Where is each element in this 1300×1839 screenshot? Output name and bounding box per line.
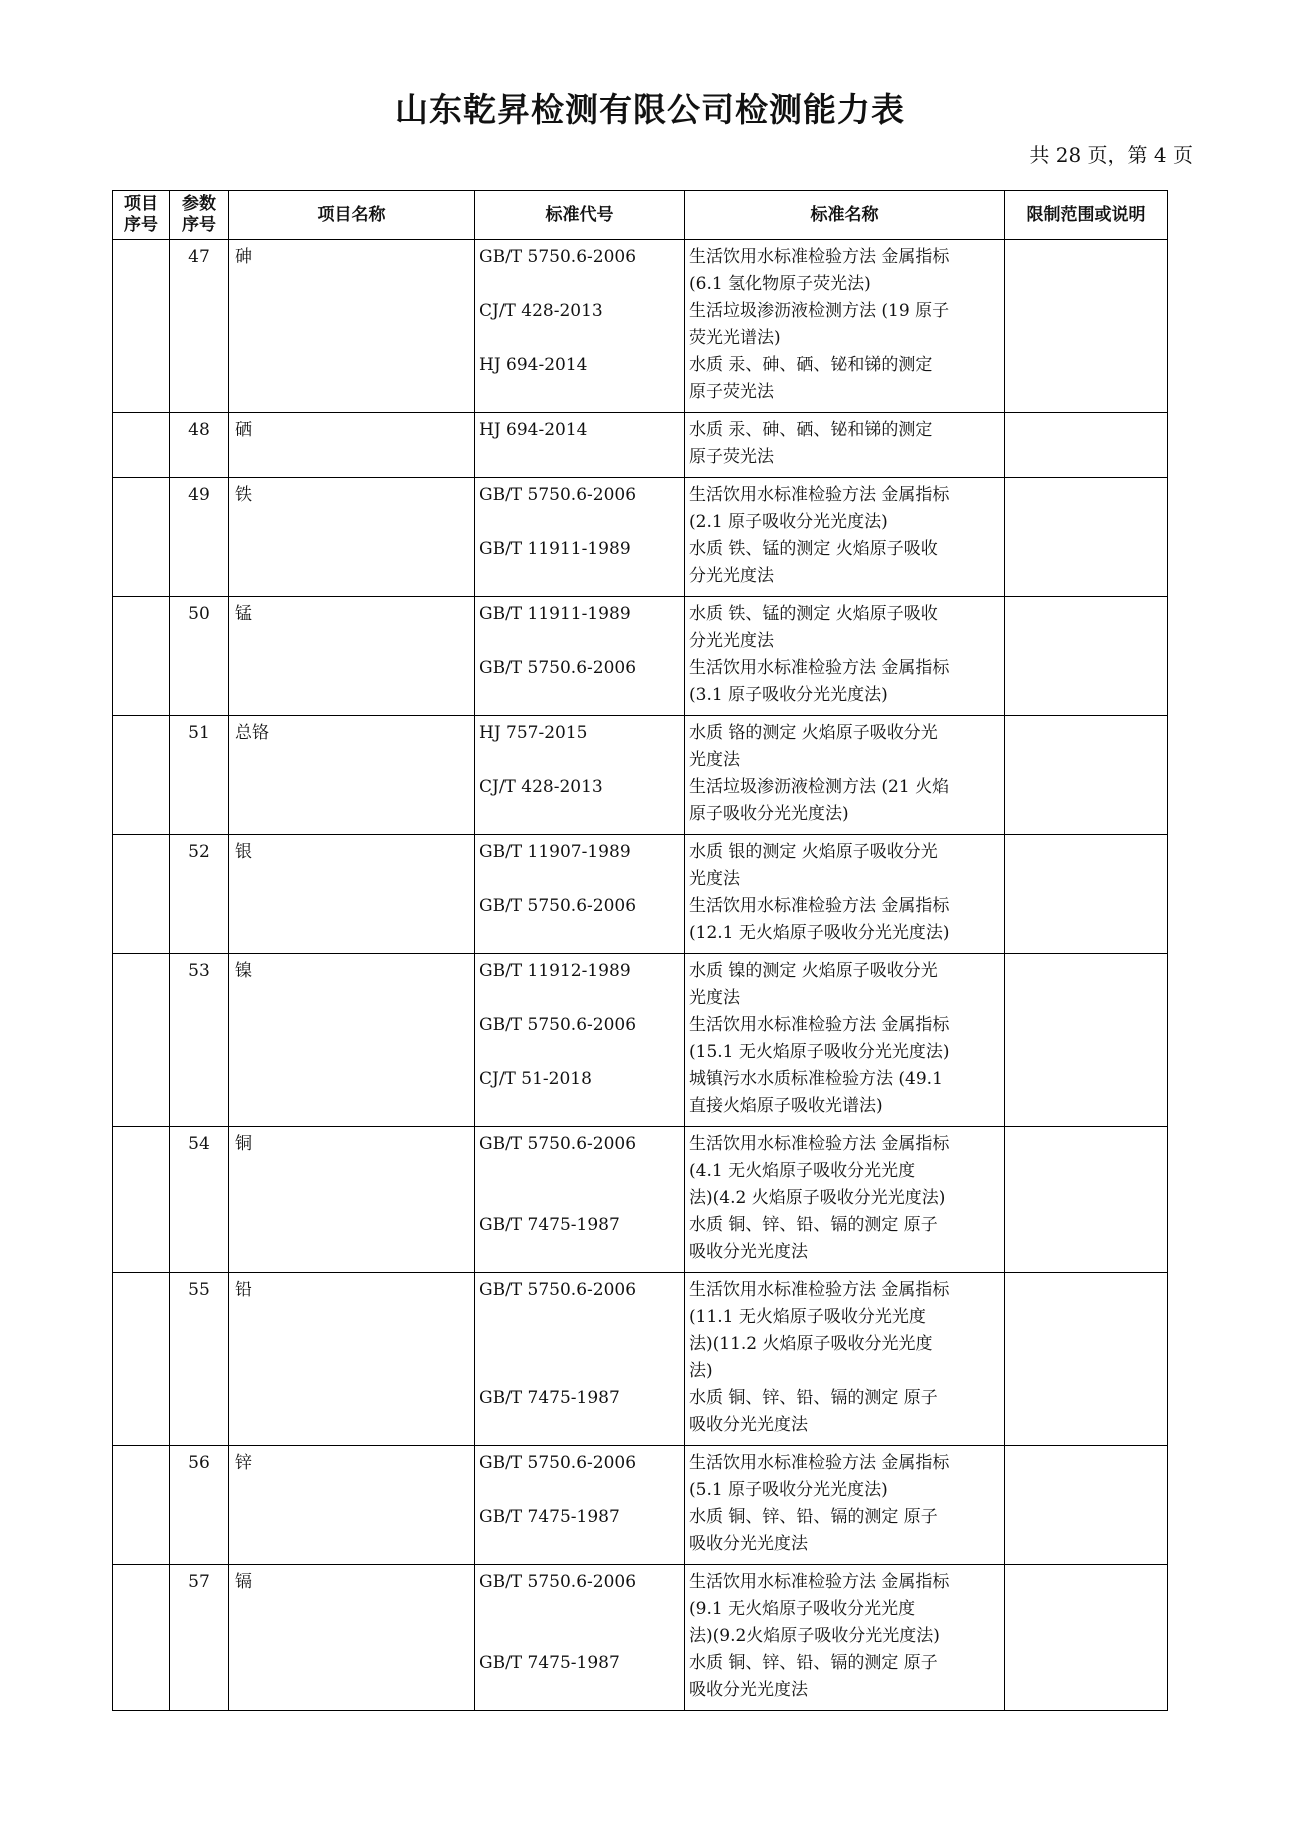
limits-cell	[1005, 954, 1168, 1127]
std-name-line: 原子荧光法	[689, 447, 774, 467]
std-code: GB/T 5750.6-2006	[479, 247, 637, 267]
std-code-cell	[475, 1273, 685, 1446]
header-std-code: 标准代号	[475, 191, 685, 240]
item-name-cell: 铅	[229, 1273, 475, 1446]
std-name-line: (5.1 原子吸收分光光度法)	[689, 1480, 888, 1500]
std-name-line: 水质 铜、锌、铅、镉的测定 原子	[689, 1507, 938, 1527]
std-name-line: (12.1 无火焰原子吸收分光光度法)	[689, 923, 950, 943]
std-code-block	[479, 536, 684, 590]
table-row	[113, 716, 1168, 835]
param-seq-cell: 47	[170, 240, 229, 413]
std-code-cell	[475, 1565, 685, 1711]
std-code-cell	[475, 413, 685, 478]
std-name-block	[689, 1504, 1004, 1558]
std-code-cell	[475, 716, 685, 835]
std-name-line: (11.1 无火焰原子吸收分光光度	[689, 1307, 926, 1327]
std-code-block	[479, 1385, 684, 1439]
std-code-block	[479, 1131, 684, 1212]
std-code-block	[479, 1569, 684, 1650]
std-name-line: 生活饮用水标准检验方法 金属指标	[689, 896, 950, 916]
std-name-block	[689, 958, 1004, 1012]
limits-cell	[1005, 1446, 1168, 1565]
std-name-line: (6.1 氢化物原子荧光法)	[689, 274, 871, 294]
std-name-cell	[685, 413, 1005, 478]
item-name-cell: 锰	[229, 597, 475, 716]
item-seq-cell	[113, 835, 170, 954]
std-name-block	[689, 352, 1004, 406]
std-name-line: (9.1 无火焰原子吸收分光光度	[689, 1599, 916, 1619]
limits-cell	[1005, 240, 1168, 413]
std-code-block	[479, 298, 684, 352]
std-code-cell	[475, 597, 685, 716]
std-code: GB/T 11911-1989	[479, 604, 631, 624]
std-code-block	[479, 1650, 684, 1704]
std-name-line: 直接火焰原子吸收光谱法)	[689, 1096, 883, 1116]
param-seq-cell: 53	[170, 954, 229, 1127]
table-row	[113, 1446, 1168, 1565]
std-name-line: 生活饮用水标准检验方法 金属指标	[689, 1015, 950, 1035]
page-indicator: 共 28 页，第 4 页	[1029, 143, 1193, 167]
std-code-block	[479, 1066, 684, 1120]
std-name-line: 光度法	[689, 988, 740, 1008]
table-row	[113, 478, 1168, 597]
header-param-seq: 参数 序号	[170, 191, 229, 240]
item-seq-cell	[113, 716, 170, 835]
std-name-line: (2.1 原子吸收分光光度法)	[689, 512, 888, 532]
std-name-line: (15.1 无火焰原子吸收分光光度法)	[689, 1042, 950, 1062]
std-name-line: 生活饮用水标准检验方法 金属指标	[689, 247, 950, 267]
limits-cell	[1005, 413, 1168, 478]
param-seq-cell: 52	[170, 835, 229, 954]
std-name-line: 水质 镍的测定 火焰原子吸收分光	[689, 961, 938, 981]
std-name-block	[689, 1212, 1004, 1266]
std-code-block	[479, 839, 684, 893]
std-code-cell	[475, 1127, 685, 1273]
header-limits: 限制范围或说明	[1005, 191, 1168, 240]
std-name-line: 吸收分光光度法	[689, 1242, 808, 1262]
std-name-line: (4.1 无火焰原子吸收分光光度	[689, 1161, 916, 1181]
param-seq-cell: 48	[170, 413, 229, 478]
std-code-cell	[475, 1446, 685, 1565]
std-name-line: 生活饮用水标准检验方法 金属指标	[689, 1134, 950, 1154]
std-code: GB/T 11912-1989	[479, 961, 631, 981]
std-code: HJ 694-2014	[479, 420, 588, 440]
std-name-cell	[685, 716, 1005, 835]
table-body	[113, 240, 1168, 1711]
param-seq-cell: 51	[170, 716, 229, 835]
std-name-line: 法)(11.2 火焰原子吸收分光光度	[689, 1334, 933, 1354]
limits-cell	[1005, 716, 1168, 835]
std-name-cell	[685, 1273, 1005, 1446]
table-row	[113, 835, 1168, 954]
std-code: GB/T 5750.6-2006	[479, 896, 637, 916]
std-name-line: (3.1 原子吸收分光光度法)	[689, 685, 888, 705]
std-name-line: 水质 铜、锌、铅、镉的测定 原子	[689, 1653, 938, 1673]
item-name-cell: 锌	[229, 1446, 475, 1565]
std-name-line: 原子吸收分光光度法)	[689, 804, 849, 824]
std-name-cell	[685, 954, 1005, 1127]
item-name-cell: 银	[229, 835, 475, 954]
item-seq-cell	[113, 1127, 170, 1273]
std-code-block	[479, 774, 684, 828]
std-code-cell	[475, 478, 685, 597]
std-name-line: 水质 汞、砷、硒、铋和锑的测定	[689, 355, 933, 375]
std-name-block	[689, 720, 1004, 774]
table-row	[113, 240, 1168, 413]
table-header-row	[113, 191, 1168, 240]
std-name-line: 生活饮用水标准检验方法 金属指标	[689, 1572, 950, 1592]
std-code: GB/T 7475-1987	[479, 1507, 620, 1527]
capability-table	[112, 190, 1168, 1711]
std-name-line: 原子荧光法	[689, 382, 774, 402]
limits-cell	[1005, 1565, 1168, 1711]
std-name-block	[689, 1385, 1004, 1439]
std-name-block	[689, 298, 1004, 352]
std-code-block	[479, 1012, 684, 1066]
limits-cell	[1005, 478, 1168, 597]
std-name-line: 法)	[689, 1361, 713, 1381]
item-seq-cell	[113, 1446, 170, 1565]
std-name-line: 分光光度法	[689, 631, 774, 651]
table-row	[113, 597, 1168, 716]
std-code-block	[479, 1504, 684, 1558]
std-code-block	[479, 482, 684, 536]
std-code: GB/T 11907-1989	[479, 842, 631, 862]
std-name-line: 生活饮用水标准检验方法 金属指标	[689, 658, 950, 678]
item-name-cell: 镉	[229, 1565, 475, 1711]
std-name-line: 水质 铜、锌、铅、镉的测定 原子	[689, 1388, 938, 1408]
std-name-line: 城镇污水水质标准检验方法 (49.1	[689, 1069, 943, 1089]
std-name-block	[689, 1569, 1004, 1650]
std-code-block	[479, 601, 684, 655]
std-name-block	[689, 417, 1004, 471]
table-row	[113, 954, 1168, 1127]
std-name-line: 吸收分光光度法	[689, 1534, 808, 1554]
item-name-cell: 总铬	[229, 716, 475, 835]
std-name-block	[689, 244, 1004, 298]
std-code: GB/T 5750.6-2006	[479, 1134, 637, 1154]
item-seq-cell	[113, 1273, 170, 1446]
std-code-block	[479, 655, 684, 709]
std-name-line: 水质 汞、砷、硒、铋和锑的测定	[689, 420, 933, 440]
std-code: HJ 694-2014	[479, 355, 588, 375]
limits-cell	[1005, 597, 1168, 716]
page-title: 山东乾昇检测有限公司检测能力表	[395, 90, 905, 129]
limits-cell	[1005, 1273, 1168, 1446]
item-name-cell: 铁	[229, 478, 475, 597]
std-code: GB/T 7475-1987	[479, 1653, 620, 1673]
std-name-line: 水质 铁、锰的测定 火焰原子吸收	[689, 604, 938, 624]
std-name-cell	[685, 597, 1005, 716]
std-code: GB/T 5750.6-2006	[479, 658, 637, 678]
std-code: CJ/T 428-2013	[479, 777, 603, 797]
std-code: GB/T 7475-1987	[479, 1215, 620, 1235]
std-name-line: 分光光度法	[689, 566, 774, 586]
std-name-line: 光度法	[689, 750, 740, 770]
item-seq-cell	[113, 597, 170, 716]
std-name-block	[689, 1450, 1004, 1504]
item-name-cell: 砷	[229, 240, 475, 413]
std-code-block	[479, 1212, 684, 1266]
std-code: HJ 757-2015	[479, 723, 588, 743]
std-name-line: 法)(9.2火焰原子吸收分光光度法)	[689, 1626, 940, 1646]
std-name-block	[689, 536, 1004, 590]
std-name-block	[689, 839, 1004, 893]
std-name-block	[689, 601, 1004, 655]
std-code: GB/T 5750.6-2006	[479, 1453, 637, 1473]
std-name-block	[689, 1277, 1004, 1385]
std-code-block	[479, 958, 684, 1012]
item-seq-cell	[113, 1565, 170, 1711]
item-name-cell: 镍	[229, 954, 475, 1127]
std-name-block	[689, 482, 1004, 536]
std-name-block	[689, 1650, 1004, 1704]
std-code-block	[479, 720, 684, 774]
param-seq-cell: 50	[170, 597, 229, 716]
std-name-line: 生活垃圾渗沥液检测方法 (19 原子	[689, 301, 950, 321]
std-code-cell	[475, 835, 685, 954]
std-code-cell	[475, 954, 685, 1127]
item-seq-cell	[113, 240, 170, 413]
std-name-cell	[685, 478, 1005, 597]
std-code-cell	[475, 240, 685, 413]
std-name-line: 生活饮用水标准检验方法 金属指标	[689, 1280, 950, 1300]
std-name-line: 吸收分光光度法	[689, 1415, 808, 1435]
std-code-block	[479, 352, 684, 406]
table-row	[113, 1273, 1168, 1446]
std-code-block	[479, 244, 684, 298]
std-name-block	[689, 1131, 1004, 1212]
item-seq-cell	[113, 478, 170, 597]
item-name-cell: 铜	[229, 1127, 475, 1273]
std-code-block	[479, 417, 684, 471]
std-code: CJ/T 428-2013	[479, 301, 603, 321]
table-row	[113, 1565, 1168, 1711]
std-name-line: 生活垃圾渗沥液检测方法 (21 火焰	[689, 777, 950, 797]
std-name-cell	[685, 1565, 1005, 1711]
std-name-block	[689, 893, 1004, 947]
std-name-line: 水质 铜、锌、铅、镉的测定 原子	[689, 1215, 938, 1235]
std-name-cell	[685, 1127, 1005, 1273]
std-name-cell	[685, 835, 1005, 954]
item-seq-cell	[113, 413, 170, 478]
std-code-block	[479, 1450, 684, 1504]
header-item-seq: 项目 序号	[113, 191, 170, 240]
std-name-line: 生活饮用水标准检验方法 金属指标	[689, 485, 950, 505]
header-std-name: 标准名称	[685, 191, 1005, 240]
std-name-block	[689, 1012, 1004, 1066]
std-name-line: 生活饮用水标准检验方法 金属指标	[689, 1453, 950, 1473]
item-seq-cell	[113, 954, 170, 1127]
table-row	[113, 1127, 1168, 1273]
std-name-line: 法)(4.2 火焰原子吸收分光光度法)	[689, 1188, 946, 1208]
std-code-block	[479, 893, 684, 947]
limits-cell	[1005, 835, 1168, 954]
std-code: CJ/T 51-2018	[479, 1069, 592, 1089]
std-name-block	[689, 655, 1004, 709]
std-code: GB/T 5750.6-2006	[479, 485, 637, 505]
std-code: GB/T 11911-1989	[479, 539, 631, 559]
std-code: GB/T 5750.6-2006	[479, 1572, 637, 1592]
param-seq-cell: 49	[170, 478, 229, 597]
std-name-cell	[685, 240, 1005, 413]
param-seq-cell: 57	[170, 1565, 229, 1711]
std-name-cell	[685, 1446, 1005, 1565]
std-name-line: 水质 银的测定 火焰原子吸收分光	[689, 842, 938, 862]
std-name-line: 荧光光谱法)	[689, 328, 781, 348]
std-name-line: 水质 铁、锰的测定 火焰原子吸收	[689, 539, 938, 559]
std-name-line: 光度法	[689, 869, 740, 889]
std-name-line: 水质 铬的测定 火焰原子吸收分光	[689, 723, 938, 743]
std-code-block	[479, 1277, 684, 1385]
table-row	[113, 413, 1168, 478]
std-name-block	[689, 1066, 1004, 1120]
std-code: GB/T 7475-1987	[479, 1388, 620, 1408]
std-name-line: 吸收分光光度法	[689, 1680, 808, 1700]
std-code: GB/T 5750.6-2006	[479, 1015, 637, 1035]
limits-cell	[1005, 1127, 1168, 1273]
std-code: GB/T 5750.6-2006	[479, 1280, 637, 1300]
header-item-name: 项目名称	[229, 191, 475, 240]
param-seq-cell: 55	[170, 1273, 229, 1446]
std-name-block	[689, 774, 1004, 828]
param-seq-cell: 54	[170, 1127, 229, 1273]
param-seq-cell: 56	[170, 1446, 229, 1565]
item-name-cell: 硒	[229, 413, 475, 478]
